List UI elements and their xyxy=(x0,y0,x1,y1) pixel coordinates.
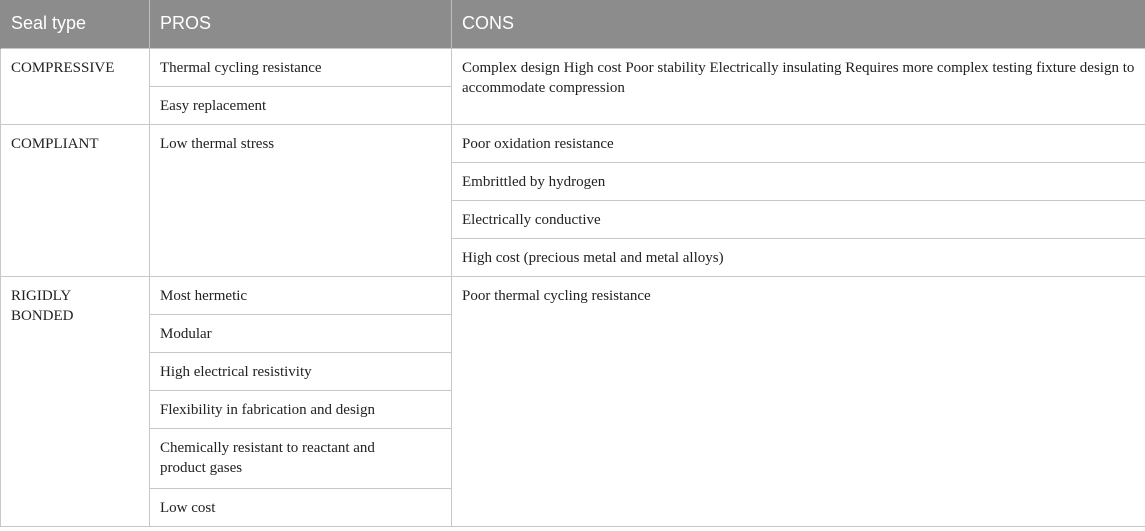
cons-cell: Complex design High cost Poor stability Electrically insulating Requires more complex testing fixture design to accommodate compression xyxy=(452,48,1145,124)
pros-cell: Thermal cycling resistance xyxy=(150,48,452,86)
cons-cell: Embrittled by hydrogen xyxy=(452,162,1145,200)
seal-type-cell: RIGIDLY BONDED xyxy=(1,276,150,526)
pros-cell: Easy replacement xyxy=(150,86,452,124)
table-row xyxy=(1,48,1145,86)
header-row xyxy=(1,0,1145,48)
cons-cell: High cost (precious metal and metal alloys) xyxy=(452,238,1145,276)
table-row xyxy=(1,276,1145,314)
cons-cell: Poor oxidation resistance xyxy=(452,124,1145,162)
cons-cell: Poor thermal cycling resistance xyxy=(452,276,1145,526)
header-cons: CONS xyxy=(452,0,1145,48)
pros-cell: Chemically resistant to reactant and product gases xyxy=(150,428,452,488)
seal-type-cell: COMPRESSIVE xyxy=(1,48,150,124)
pros-cell: Most hermetic xyxy=(150,276,452,314)
pros-cell: Low cost xyxy=(150,488,452,526)
pros-cell: Flexibility in fabrication and design xyxy=(150,390,452,428)
pros-cell: Low thermal stress xyxy=(150,124,452,276)
cons-cell: Electrically conductive xyxy=(452,200,1145,238)
table-row xyxy=(1,124,1145,162)
seal-type-cell: COMPLIANT xyxy=(1,124,150,276)
header-pros: PROS xyxy=(150,0,452,48)
pros-cell: Modular xyxy=(150,314,452,352)
header-seal-type: Seal type xyxy=(1,0,150,48)
pros-cell: High electrical resistivity xyxy=(150,352,452,390)
